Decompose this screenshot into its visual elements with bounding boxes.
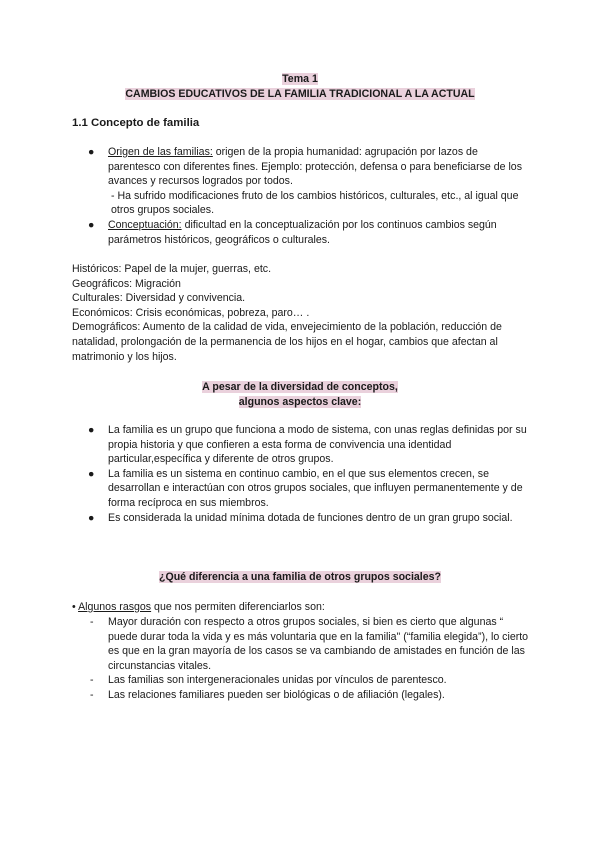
bullet-subtext: - Ha sufrido modificaciones fruto de los cambios históricos, culturales, etc., al igual que otros grupos sociales.: [111, 189, 519, 217]
topic-label: [0, 72, 600, 87]
section-heading-aspectos: [0, 380, 600, 409]
section-heading-text: ¿Qué diferencia a una familia de otros grupos sociales?: [159, 571, 441, 583]
list-item: [90, 615, 530, 673]
bullet-text: dificultad en la conceptualización por los continuos cambios según parámetros históricos, geográficos o culturales.: [108, 218, 497, 246]
bullet-icon: ●: [88, 424, 95, 436]
item-text: Las relaciones familiares pueden ser biológicas o de afiliación (legales).: [108, 688, 445, 701]
section-heading-line: A pesar de la diversidad de conceptos,: [202, 381, 398, 393]
factor-line: Culturales: Diversidad y convivencia.: [72, 292, 246, 305]
list-item: [88, 423, 530, 467]
section-heading-concepto: 1.1 Concepto de familia: [72, 117, 200, 129]
factor-line: Económicos: Crisis económicas, pobreza, paro… .: [72, 306, 310, 319]
bullet-icon: ●: [88, 511, 95, 524]
document-title: [0, 87, 600, 102]
dash-icon: -: [90, 674, 94, 687]
concepto-bullet-list: [88, 145, 530, 247]
rasgos-intro: [72, 600, 532, 615]
bullet-icon: ●: [88, 218, 95, 231]
rasgos-dash-list: [90, 615, 530, 703]
factor-line: Geográficos: Migración: [72, 277, 181, 290]
bullet-icon: ●: [88, 146, 95, 158]
bullet-icon: ●: [88, 467, 95, 480]
dash-icon: -: [90, 688, 94, 701]
dash-icon: -: [90, 616, 94, 628]
item-text: Las familias son intergeneracionales unidas por vínculos de parentesco.: [108, 674, 447, 687]
bullet-text: Es considerada la unidad mínima dotada de funciones dentro de un gran grupo social.: [108, 511, 513, 524]
list-item: [88, 218, 530, 247]
aspectos-bullet-list: [88, 423, 530, 525]
bullet-term: Conceptuación:: [108, 218, 182, 231]
document-title-text: CAMBIOS EDUCATIVOS DE LA FAMILIA TRADICIONAL A LA ACTUAL: [125, 88, 475, 100]
bullet-term: Origen de las familias:: [108, 146, 213, 158]
topic-label-text: Tema 1: [282, 73, 318, 85]
section-heading-line: algunos aspectos clave:: [238, 395, 362, 408]
bullet-text: La familia es un grupo que funciona a modo de sistema, con unas reglas definidas por su propia historia y que confieren a esta forma de convivencia una identidad particular,específica y diferente de otros grupos.: [108, 424, 527, 466]
list-item: [88, 467, 530, 511]
list-item: [88, 511, 530, 526]
bullet-icon: •: [72, 601, 76, 613]
list-item: [90, 688, 530, 703]
bullet-text: origen de la propia humanidad: agrupación por lazos de parentesco con diferentes fines. Ejemplo: protección, defensa o para beneficiarse de los avances y recursos logrados por todos.: [108, 146, 522, 188]
factors-block: [72, 262, 532, 364]
section-heading-diferencia: [0, 570, 600, 585]
item-text: Mayor duración con respecto a otros grupos sociales, si bien es cierto que algunas “ puede durar toda la vida y es más voluntaria que en la familia" (“familia elegida”), lo cierto es que en la gran mayoría de los casos se va cambiando de amistades en función de las circunstancias vitales.: [108, 616, 529, 672]
rasgos-term: Algunos rasgos: [78, 601, 152, 613]
bullet-text: La familia es un sistema en continuo cambio, en el que sus elementos crecen, se desarrollan e interactúan con otros grupos sociales, que influyen permanentemente y de forma recíproca en sus miembros.: [108, 467, 523, 509]
list-item: [88, 145, 530, 218]
list-item: [90, 673, 530, 688]
rasgos-text: que nos permiten diferenciarlos son:: [151, 601, 325, 613]
factor-line: Demográficos: Aumento de la calidad de vida, envejecimiento de la población, reducción de natalidad, prolongación de la permanencia de los hijos en el hogar, cambios que afectan al matrimonio y los hijos.: [72, 321, 502, 363]
factor-line: Históricos: Papel de la mujer, guerras, etc.: [72, 263, 272, 275]
